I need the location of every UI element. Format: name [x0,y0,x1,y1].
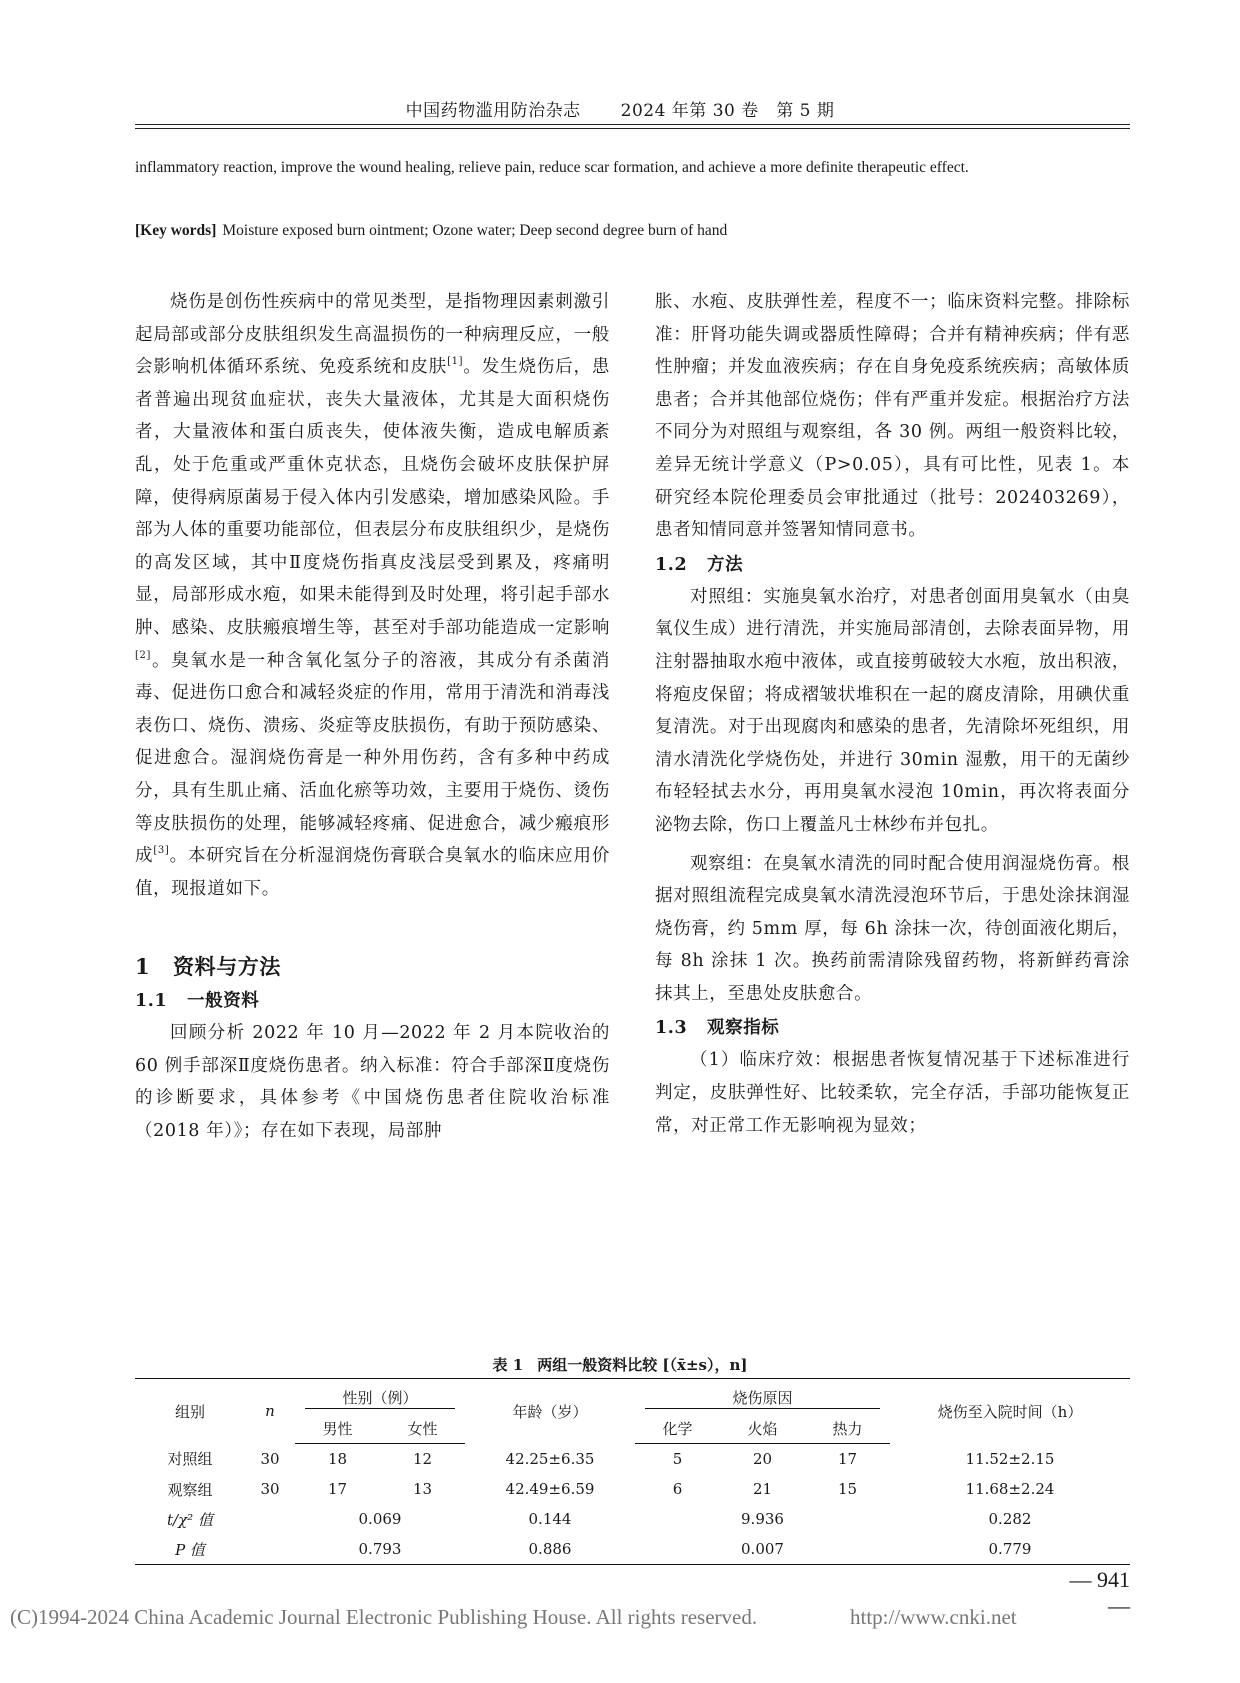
citation-1[interactable]: [1] [447,356,464,368]
observation-method-paragraph: 观察组：在臭氧水清洗的同时配合使用润湿烧伤膏。根据对照组流程完成臭氧水清洗浸泡环节后，于患处涂抹润湿烧伤膏，约 5mm 厚，每 6h 涂抹一次，待创面液化期后，每 8h 涂抹 1 次。换药前需清除残留药物，将新鲜药膏涂抹其上，至患处皮肤愈合。 [655,853,1130,1004]
th-cause: 烧伤原因 [645,1387,880,1409]
control-method-paragraph: 对照组：实施臭氧水治疗，对患者创面用臭氧水（由臭氧仪生成）进行清洗，并实施局部清创，去除表面异物，用注射器抽取水疱中液体，或直接剪破较大水疱，放出积液，将疱皮保留；将成褶皱状堆积在一起的腐皮清除，用碘伏重复清洗。对于出现腐肉和感染的患者，先清除坏死组织，用清水清洗化学烧伤处，并进行 30min 湿敷，用干的无菌纱布轻轻拭去水分，再用臭氧水浸泡 10min，再次将表面分泌物去除，伤口上覆盖凡士林纱布并包扎。 [655,586,1130,835]
th-sex: 性别（例） [305,1387,455,1409]
th-n: n [245,1379,295,1444]
criteria-paragraph: 胀、水疱、皮肤弹性差，程度不一；临床资料完整。排除标准：肝肾功能失调或器质性障碍；合并有精神疾病；伴有恶性肿瘤；并发血液疾病；存在自身免疫系统疾病；高敏体质患者；合并其他部位烧伤；伴有严重并发症。根据治疗方法不同分为对照组与观察组，各 30 例。两组一般资料比较，差异无统计学意义（P>0.05），具有可比性，见表 1。本研究经本院伦理委员会审批通过（批号：202403269），患者知情同意并签署知情同意书。 [655,292,1130,541]
th-group: 组别 [135,1379,245,1444]
baseline-table [135,1378,1130,1565]
intro-paragraph: 烧伤是创伤性疾病中的常见类型，是指物理因素刺激引起局部或部分皮肤组织发生高温损伤的一种病理反应，一般会影响机体循环系统、免疫系统和皮肤[1]。发生烧伤后，患者普遍出现贫血症状，丧失大量液体，尤其是大面积烧伤者，大量液体和蛋白质丧失，使体液失衡，造成电解质紊乱，处于危重或严重休克状态，且烧伤会破坏皮肤保护屏障，使得病原菌易于侵入体内引发感染，增加感染风险。手部为人体的重要功能部位，但表层分布皮肤组织少，是烧伤的高发区域，其中Ⅱ度烧伤指真皮浅层受到累及，疼痛明显，局部形成水疱，如果未能得到及时处理，将引起手部水肿、感染、皮肤瘢痕增生等，甚至对手部功能造成一定影响[2]。臭氧水是一种含氧化氢分子的溶液，其成分有杀菌消毒、促进伤口愈合和减轻炎症的作用，常用于清洗和消毒浅表伤口、烧伤、溃疡、炎症等皮肤损伤，有助于预防感染、促进愈合。湿润烧伤膏是一种外用伤药，含有多种中药成分，具有生肌止痛、活血化瘀等功效，主要用于烧伤、烫伤等皮肤损伤的处理，能够减轻疼痛、促进愈合，减少瘢痕形成[3]。本研究旨在分析湿润烧伤膏联合臭氧水的临床应用价值，现报道如下。 [135,292,610,899]
citation-2[interactable]: [2] [135,649,151,661]
th-time: 烧伤至入院时间（h） [890,1379,1130,1444]
section-1-3-heading: 1.3 观察指标 [655,1018,780,1039]
header-rule-thin [135,128,1130,129]
th-heat: 热力 [805,1413,890,1444]
table-caption: 表 1 两组一般资料比较 [（x̄±s），n] [492,1356,748,1374]
table-row: 对照组 30 18 12 42.25±6.35 5 20 17 11.52±2.15 [167,1449,1055,1469]
header-rule-thick [135,124,1130,125]
table-row: 观察组 30 17 13 42.49±6.59 6 21 15 11.68±2.24 [167,1480,1055,1499]
keywords [135,216,1130,246]
footer-url[interactable]: http://www.cnki.net [850,1605,1017,1629]
table-row-p: P 值 0.793 0.886 0.007 0.779 [135,1534,1130,1565]
citation-3[interactable]: [3] [153,845,170,857]
copyright-notice: (C)1994-2024 China Academic Journal Electronic Publishing House. All rights reserved. [10,1605,758,1629]
right-column [655,286,1130,1142]
general-data-paragraph: 回顾分析 2022 年 10 月—2022 年 2 月本院收治的 60 例手部深Ⅱ度烧伤患者。纳入标准：符合手部深Ⅱ度烧伤的诊断要求，具体参考《中国烧伤患者住院收治标准（2018 年）》；存在如下表现，局部肿 [135,1023,610,1142]
running-header [0,96,1240,121]
issue-info: 2024 年第 30 卷 第 5 期 [620,101,835,121]
indicator-paragraph: （1）临床疗效：根据患者恢复情况基于下述标准进行判定，皮肤弹性好、比较柔软，完全存活，手部功能恢复正常，对正常工作无影响视为显效； [655,1050,1130,1136]
section-1-2-heading: 1.2 方法 [655,554,744,575]
section-1-heading: 1 资料与方法 [135,954,281,980]
journal-name: 中国药物滥用防治杂志 [405,101,581,121]
left-column [135,286,610,1148]
abstract-tail: inflammatory reaction, improve the wound healing, relieve pain, reduce scar formation, and achieve a more definite therapeutic effect. [135,159,969,176]
th-chem: 化学 [635,1413,720,1444]
keywords-label: [Key words] [135,222,217,239]
keywords-text: Moisture exposed burn ointment; Ozone water; Deep second degree burn of hand [222,222,728,239]
page-number: — 941 — [1069,1567,1130,1618]
th-age: 年龄（岁） [465,1379,635,1444]
table-row-stat: t/χ² 值 0.069 0.144 9.936 0.282 [167,1510,1032,1529]
section-1-1-heading: 1.1 一般资料 [135,991,260,1012]
th-male: 男性 [295,1413,380,1444]
th-female: 女性 [380,1413,465,1444]
th-flame: 火焰 [720,1413,805,1444]
